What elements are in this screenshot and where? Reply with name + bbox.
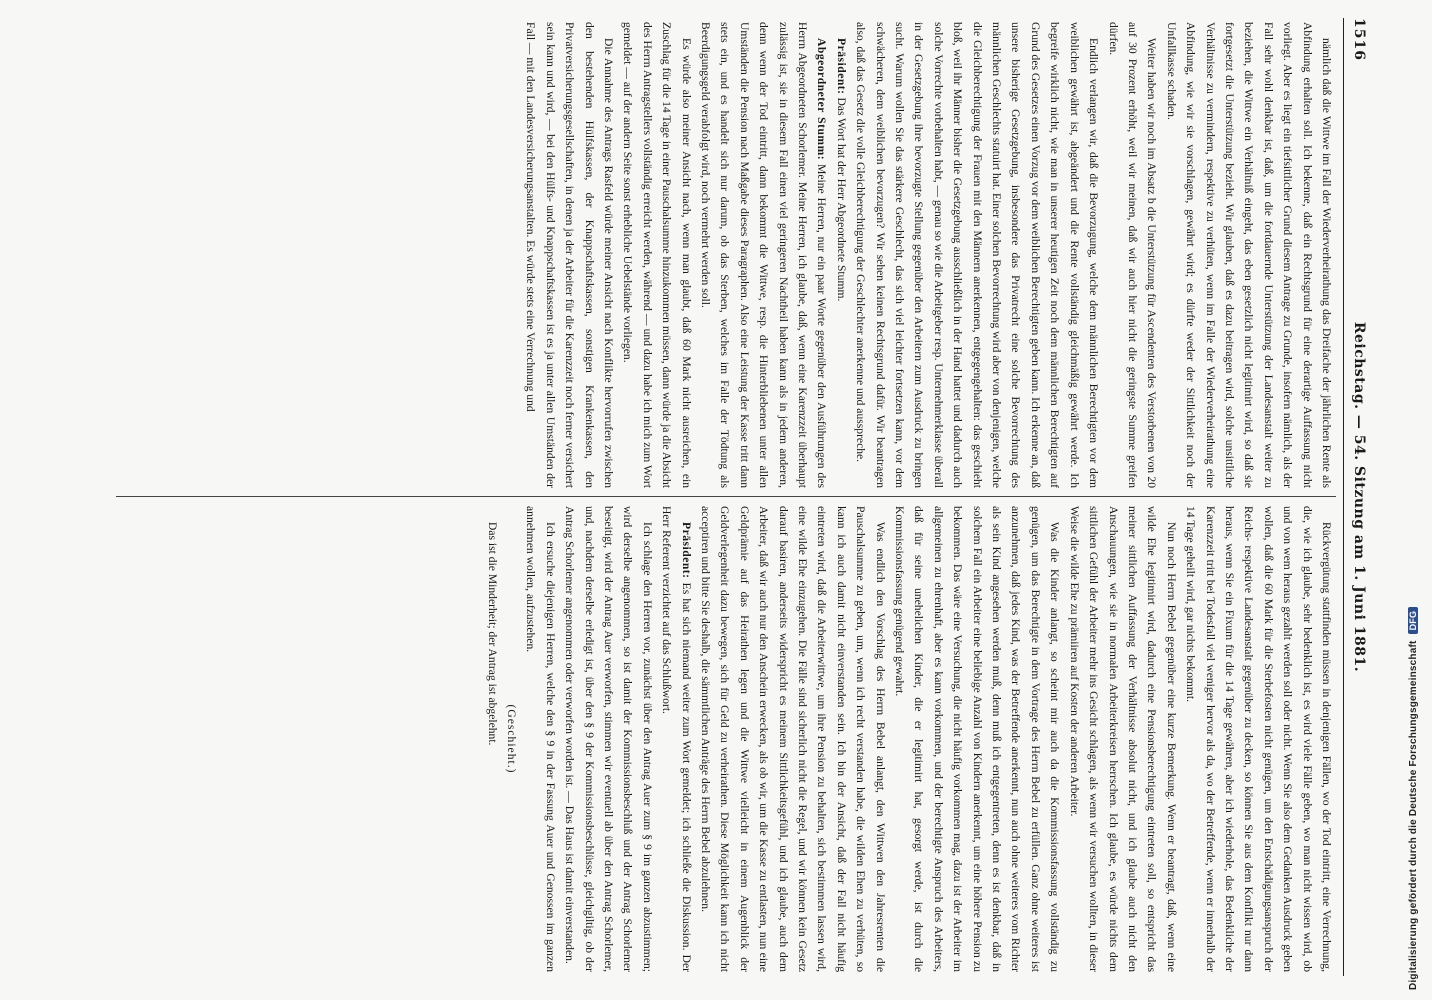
text-paragraph: Das ist die Minderheit; der Antrag ist abgelehnt.	[485, 522, 499, 746]
speech-text: Es hat sich niemand weiter zum Wort gemeldet; ich schließe die Diskussion. Der Herr Referent verzichtet auf das Schlußwort.	[660, 506, 693, 972]
text-paragraph: Nun noch Herrn Bebel gegenüber eine kurze Bemerkung. Wenn er beantragt, daß, wenn eine wilde Ehe legitimirt wird, dadurch eine Pensionsberechtigung eintreten soll, so entspricht das meiner sittlichen Auffassung der Verhältnisse absolut nicht, und ich glaube auch nicht den Anschauungen, wie sie in normalen Arbeiterkreisen herrschen. Ich glaube, es würde nichts dem sittlichen Gefühl der Arbeiter mehr ins Gesicht schlagen, als wenn wir versuchen wollten, in dieser Weise die wilde Ehe zu prämiiren auf Kosten der anderen Arbeiter.	[1067, 506, 1178, 972]
page-number: 1516	[1351, 18, 1367, 61]
text-column-right	[46, 506, 1336, 972]
text-paragraph: Die Annahme des Antrags Rasfeld würde meiner Ansicht nach Konflikte hervorrufen zwischen den bestehenden Hülfskassen, der Knappschaftskassen, sonstigen Krankenkassen, den Privatversicherungsgesellschaften, in denen ja der Arbeiter für die Karenzzeit noch ferner versichert sein kann und wird, — bei den Hülfs- und Knappschaftskassen ist es ja unter allen Umständen der Fall — mit den Landesversicherungsanstalten. Es würde stets eine Verrechnung und	[524, 22, 615, 488]
speech-text: Das Wort hat der Herr Abgeordnete Stumm.	[834, 97, 848, 302]
dfg-logo: DFG	[1408, 607, 1418, 635]
speech-text: Meine Herren, nur ein paar Worte gegenüber den Ausführungen des Herrn Abgeordneten Schorlemer. Meine Herren, ich glaube, daß, wenn eine Karenzzeit überhaupt zulässig ist, sie in diesem Fall einen viel geringeren Nachtheil haben kann als in jedem anderen, denn wenn der Tod eintritt, dann bekommt die Wittwe, resp. die Hinterbliebenen unter allen Umständen die Pension nach Maßgabe dieses Paragraphen. Also eine Leistung der Kasse tritt dann stets ein, und es handelt sich nur darum, ob das Sterben, welches im Falle der Tödtung als Beerdigungsgeld verabfolgt wird, noch vermehrt werden soll.	[699, 22, 829, 488]
text-paragraph: Was endlich den Vorschlag des Herrn Bebel anlangt, den Wittwen den Jahresrenten die Pauschalsumme zu geben, um, wenn ich recht verstanden habe, die wilden Ehen zu verhüten, so kann ich auch damit nicht einverstanden sein. Ich bin der Ansicht, daß der Fall nicht häufig eintreten wird, daß die Arbeiterwittwe, um ihre Pension zu behalten, sich bestimmen lassen wird, eine wilde Ehe einzugehen. Die Fälle sind sicherlich nicht die Regel, und wir können kein Gesetz darauf basiren, anderseits widerspricht es meinem Sittlichkeitsgefühl, und ich glaube, auch dem Arbeiter, daß wir auch nur den Anschein erwecken, als ob wir, um die Kasse zu entlasten, nun eine Geldprämie auf das Heirathen legen und die Wittwe vielleicht in einem Augenblick der Geldverlegenheit dazu bewegen, sich für Geld zu verheirathen. Diese Möglichkeit kann ich nicht acceptiren und bitte Sie deshalb, die sämmtlichen Anträge des Herrn Bebel abzulehnen.	[699, 506, 887, 972]
header-rule	[1343, 18, 1344, 976]
text-paragraph: Weiter haben wir noch im Absatz b die Unterstützung für Ascendenten des Verstorbenen von 20 auf 30 Prozent erhöht, weil wir meinen, daß wir auch hier nicht die geringste Summe greifen dürfen.	[1106, 22, 1159, 488]
speaker-name: Abgeordneter Stumm:	[815, 38, 829, 161]
text-paragraph: Ich ersuche diejenigen Herren, welche den § 9 in der Fassung Auer und Genossen im ganzen annehmen wollen, aufzustehen.	[524, 506, 557, 972]
speech-paragraph	[657, 506, 696, 972]
rotated-sheet	[20, 0, 1400, 1000]
text-column-left	[46, 22, 1336, 488]
text-paragraph: Es würde also meiner Ansicht nach, wenn man glaubt, daß 60 Mark nicht ausreichen, ein Zuschlag für die 14 Tage in einer Pauschalsumme hinzukommen müssen, dann würde ja die Absicht des Herrn Antragstellers vollständig erreicht werden, während — und dazu habe ich mich zum Wort gemeldet — auf der andern Seite sonst erhebliche Uebelstände vorliegen.	[621, 22, 693, 488]
running-title: Reichstag. — 54. Sitzung am 1. Juni 1881.	[1351, 321, 1367, 673]
page-header	[1348, 18, 1370, 976]
column-divider	[116, 496, 1336, 497]
speaker-name: Präsident:	[834, 38, 848, 95]
text-paragraph: Was die Kinder anlangt, so scheint mir auch da die Kommissionsfassung vollständig zu genügen, um das Berechtigte in dem Vortrage des Herrn Bebel zu erfüllen. Ganz ohne weiteres ist anzunehmen, daß jedes Kind, was der Betreffende anerkennt, nun auch ohne weiteres vom Richter als sein Kind angesehen werden muß, denn muß ich entgegentreten, denn es ist denkbar, daß in solchem Fall ein Arbeiter eine beliebige Anzahl von Kindern anerkennt, um eine höhere Pension zu bekommen. Das wäre eine Versuchung, die nicht häufig vorkommen mag, dazu ist der Arbeiter im allgemeinen zu ehrenhaft, aber es kann vorkommen, und der berechtigte Anspruch des Arbeiters, daß für seine unehelichen Kinder, die er legitimirt hat, gesorgt werde, ist durch die Kommissionsfassung genügend gewahrt.	[893, 506, 1062, 972]
speech-paragraph	[696, 22, 832, 488]
digitization-note	[1408, 607, 1419, 990]
text-paragraph: nämlich daß die Wittwe im Fall der Wiederverheirathung das Dreifache der jährlichen Rente als Abfindung erhalten soll. Ich bekenne, daß ein Rechtsgrund für eine derartige Auffassung nicht vorliegt. Aber es liegt ein tiefsittlicher Grund diesem Antrage zu Grunde, insofern nämlich, als der Fall sehr wohl denkbar ist, daß, um die fortdauernde Unterstützung der Landesanstalt weiter zu beziehen, die Wittwe ein Verhältniß eingeht, das eben gesetzlich nicht legitimirt wird, so daß sie fortgesetzt die Unterstützung bezieht. Wir glauben, daß es dazu beitragen wird, solche unsittliche Verhältnisse zu vermindern, respektive zu verhüten, wenn im Falle der Wiederverheirathung eine Abfindung, wie wir sie vorschlagen, gewährt wird; es dürfte weder der Sittlichkeit noch der Unfallkasse schaden.	[1164, 22, 1333, 488]
text-paragraph: Endlich verlangen wir, daß die Bevorzugung, welche dem männlichen Berechtigten vor dem weiblichen gewährt ist, abgeändert und die Rente vollständig gleichmäßig gewährt werde. Ich begreife wirklich nicht, wie man in unserer heutigen Zeit noch dem männlichen Berechtigten auf Grund des Gesetzes einen Vorzug vor dem weiblichen Berechtigten geben kann. Ich erkenne an, daß unsere bisherige Gesetzgebung, insbesondere das Privatrecht eine solche Bevorrechtung des männlichen Geschlechts statuirt hat. Einer solchen Bevorrechtung wird aber von denjenigen, welche die Gleichberechtigung der Frauen mit den Männern anerkennen, entgegengehalten: das geschieht bloß, weil ihr Männer bisher die Gesetzgebung ausschließlich in der Hand hattet und dadurch auch solche Vorrechte vorbehalten habt, — genau so wie die Arbeitgeber resp. Unternehmerklasse überall in der Gesetzgebung ihre bevorzugte Stellung gegenüber den Arbeitern zum Ausdruck zu bringen sucht. Warum wollen Sie das stärkere Geschlecht, das sich viel leichter fortsetzen kann, vor dem schwächeren, dem weiblichen bevorzugen? Wir sehen keinen Rechtsgrund dafür. Wir beantragen also, daß das Gesetz die volle Gleichberechtigung der Geschlechter anerkenne und ausspreche.	[854, 22, 1101, 488]
digitization-text: Digitalisierung gefördert durch die Deutsche Forschungsgemeinschaft	[1408, 640, 1419, 990]
speech-paragraph	[831, 22, 850, 488]
text-paragraph: Rückvergütung stattfinden müssen in denjenigen Fällen, wo der Tod eintritt, eine Verrechnung, die, wie ich glaube, sehr bedenklich ist, es wird viele Fälle geben, wo man nicht wissen wird, ob und von wem heraus gezahlt werden soll oder nicht. Wenn Sie also dem Gedanken Ausdruck geben wollen, daß die 60 Mark für die Sterbefosten nicht genügen, um den Entschädigungsanspruch der Reichs- respektive Landesanstalt gegenüber zu decken, so können Sie aus dem Konflikt nur dann heraus, wenn Sie ein Fixum für die 14 Tage gewähren, aber ich wiederhole, das Bedenkliche der Karenzzeit tritt bei Todesfall viel weniger hervor als da, wo der Betreffende, wenn er innerhalb der 14 Tage geheilt wird, gar nichts bekommt.	[1184, 506, 1333, 972]
text-paragraph: Ich schlage den Herren vor, zunächst über den Antrag Auer zum § 9 im ganzen abzustimmen; wird derselbe angenommen, so ist damit der Kommissionsbeschluß und der Antrag Schorlemer beseitigt, wird der Antrag Auer verworfen, stimmen wir eventuell ab über den Antrag Schorlemer, und, nachdem derselbe erledigt ist, über den § 9 der Kommissionsbeschlüsse, gleichgiltig, ob der Antrag Schorlemer angenommen oder verworfen worden ist. — Das Haus ist damit einverstanden.	[563, 506, 654, 972]
speaker-name: Präsident:	[679, 522, 693, 579]
stage-direction: (Geschieht.)	[504, 704, 518, 774]
